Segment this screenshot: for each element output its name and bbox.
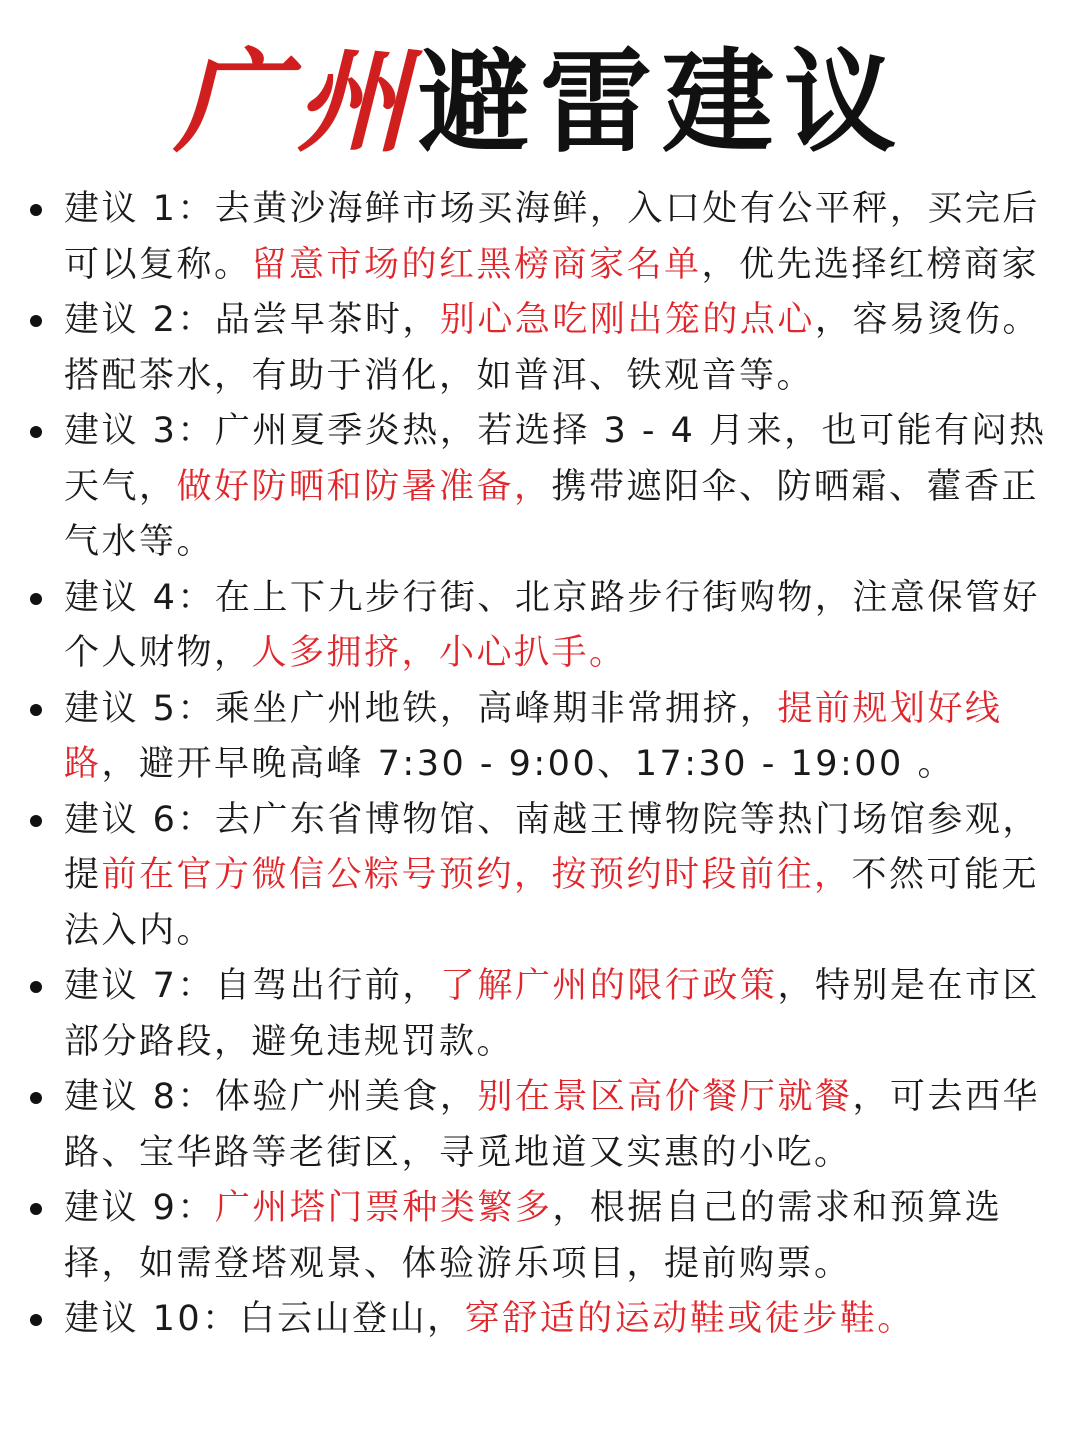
advice-highlight: 做好防晒和防暑准备，: [176, 466, 552, 507]
advice-label: 建议 2：: [64, 300, 215, 340]
advice-item-6: [0, 793, 1080, 960]
advice-highlight: 广州塔门票种类繁多: [214, 1188, 553, 1228]
advice-text: 乘坐广州地铁，高峰期非常拥挤，: [214, 688, 778, 729]
advice-label: 建议 10：: [64, 1299, 240, 1339]
advice-text: 不然可能无法入内。: [64, 855, 1040, 951]
advice-label: 建议 3：: [64, 411, 215, 451]
advice-label: 建议 7：: [64, 966, 215, 1006]
bullet-icon: [30, 815, 42, 827]
advice-highlight: 别心急吃刚出笼的点心: [439, 300, 815, 340]
bullet-icon: [30, 704, 42, 716]
advice-label: 建议 4：: [64, 577, 215, 618]
advice-text: 携带遮阳伞、防晒霜、藿香正气水等。: [64, 466, 1040, 562]
bullet-icon: [30, 593, 42, 605]
title-city: 广州: [174, 37, 418, 168]
advice-label: 建议 1：: [64, 189, 215, 229]
advice-highlight: 别在景区高价餐厅就餐: [477, 1077, 853, 1117]
advice-text: 自驾出行前，: [214, 966, 440, 1006]
advice-text: ，根据自己的需求和预算选择，如需登塔观景、体验游乐项目，提前购票。: [64, 1188, 1003, 1284]
advice-text: 去广东省博物馆、南越王博物院等热门场馆参观，提: [64, 799, 1040, 895]
advice-text: ，优先选择红榜商家: [701, 244, 1040, 285]
advice-text: ，避开早晚高峰 7:30 - 9:00、17:30 - 19:00 。: [101, 744, 955, 784]
advice-item-8: [0, 1070, 1080, 1181]
bullet-icon: [30, 315, 42, 327]
bullet-icon: [30, 1092, 42, 1104]
advice-label: 建议 8：: [64, 1077, 215, 1117]
advice-text: 去黄沙海鲜市场买海鲜，入口处有公平秤，买完后可以复称。: [64, 189, 1040, 285]
advice-item-3: [0, 404, 1080, 571]
advice-text: ，容易烫伤。搭配茶水，有助于消化，如普洱、铁观音等。: [64, 300, 1040, 396]
page-title: [0, 38, 1080, 168]
advice-item-5: [0, 682, 1080, 793]
advice-item-4: [0, 571, 1080, 682]
title-main: 避雷建议: [418, 37, 906, 168]
advice-item-9: [0, 1181, 1080, 1292]
advice-text: ，特别是在市区部分路段，避免违规罚款。: [64, 966, 1040, 1062]
advice-label: 建议 5：: [64, 688, 215, 729]
bullet-icon: [30, 204, 42, 216]
advice-text: 在上下九步行街、北京路步行街购物，注意保管好个人财物，: [64, 577, 1040, 673]
advice-item-10: [0, 1292, 1080, 1348]
bullet-icon: [30, 1203, 42, 1215]
advice-label: 建议 9：: [64, 1188, 215, 1228]
bullet-icon: [30, 981, 42, 993]
advice-text: 品尝早茶时，: [214, 300, 440, 340]
advice-item-1: [0, 182, 1080, 293]
advice-highlight: 穿舒适的运动鞋或徒步鞋。: [464, 1299, 915, 1339]
advice-item-7: [0, 959, 1080, 1070]
bullet-icon: [30, 1314, 42, 1326]
bullet-icon: [30, 426, 42, 438]
advice-list: [0, 182, 1080, 1348]
advice-text: 白云山登山，: [239, 1299, 465, 1339]
advice-highlight: 了解广州的限行政策: [439, 966, 778, 1006]
advice-text: 体验广州美食，: [214, 1077, 478, 1117]
advice-text: 广州夏季炎热，若选择 3 - 4 月来，也可能有闷热天气，: [64, 411, 1047, 507]
advice-text: ，可去西华路、宝华路等老街区，寻觅地道又实惠的小吃。: [64, 1077, 1040, 1173]
advice-highlight: 前在官方微信公粽号预约，按预约时段前往，: [101, 855, 852, 895]
advice-label: 建议 6：: [64, 799, 215, 840]
advice-highlight: 提前规划好线路: [64, 688, 1003, 784]
advice-highlight: 留意市场的红黑榜商家名单: [251, 244, 702, 285]
advice-item-2: [0, 293, 1080, 404]
advice-highlight: 人多拥挤，小心扒手。: [251, 633, 627, 673]
